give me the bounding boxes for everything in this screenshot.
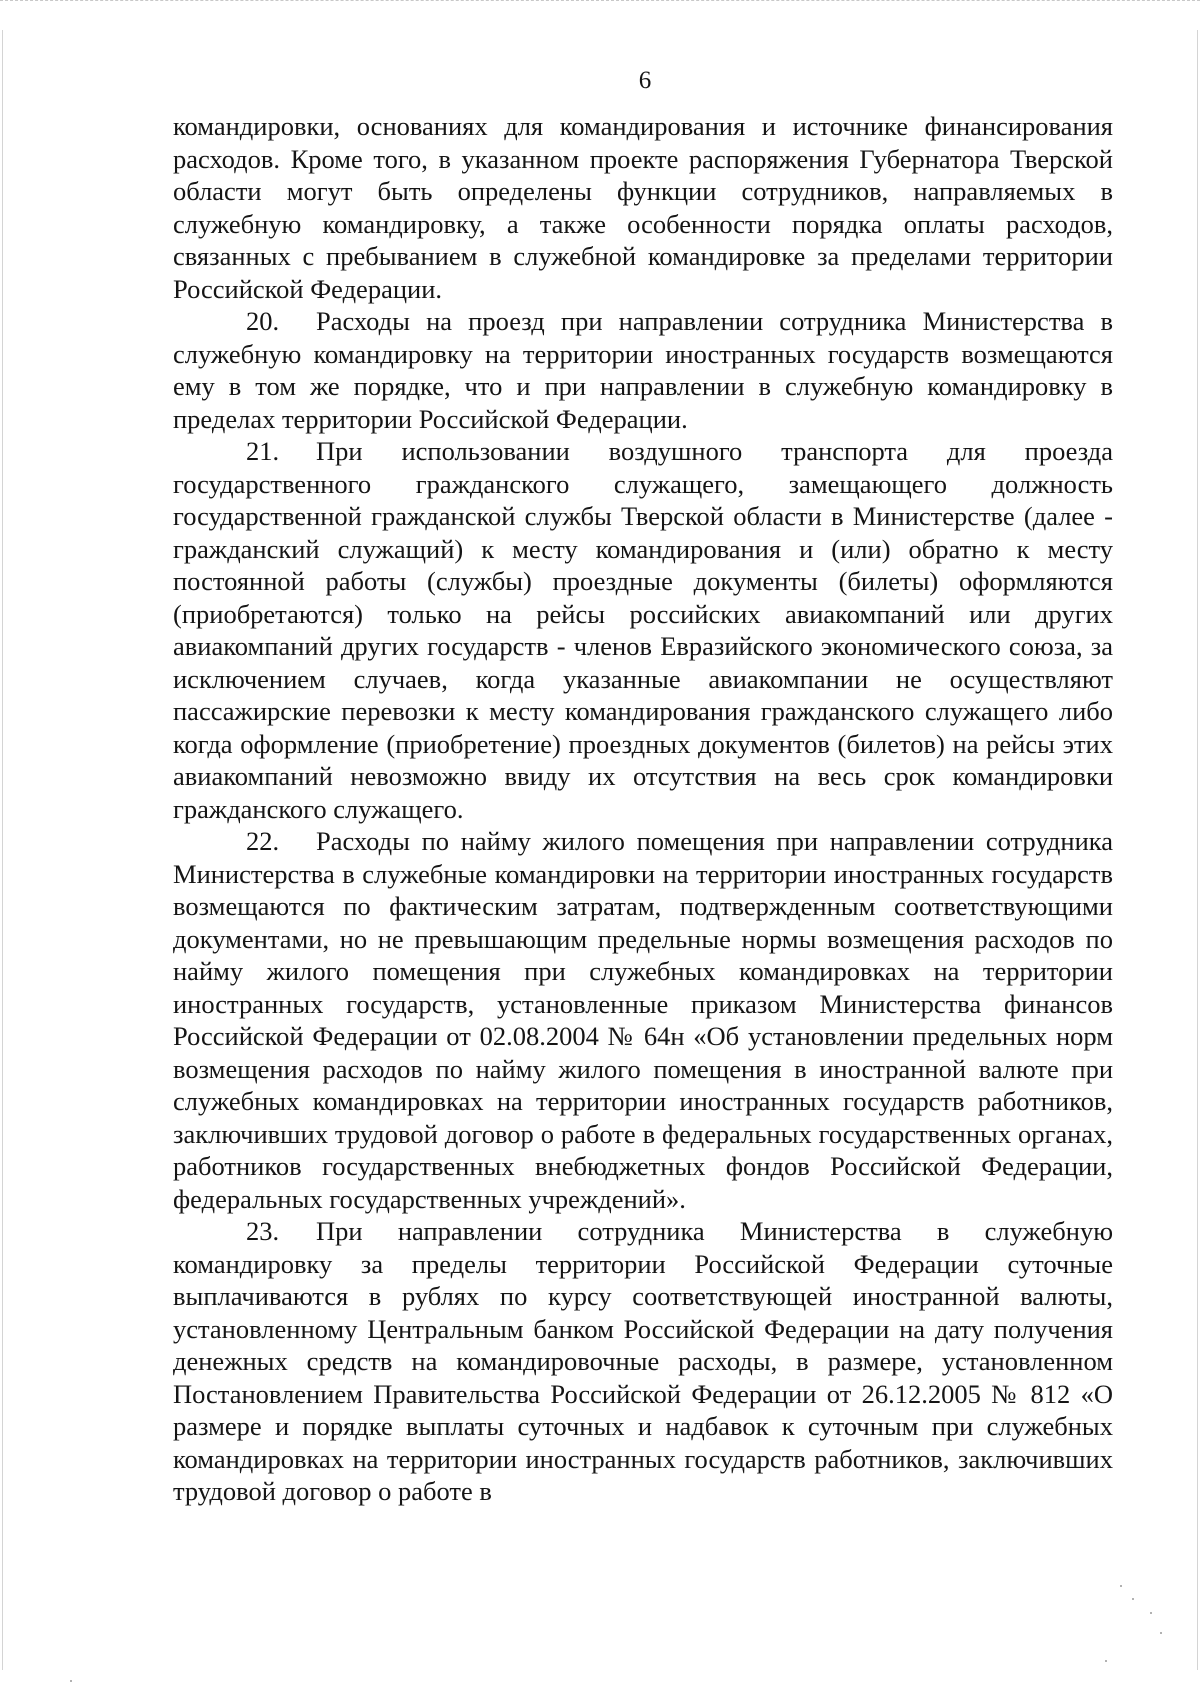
scan-speck: [70, 1680, 72, 1682]
scan-left-edge: [2, 30, 3, 1670]
paragraph-text: Расходы по найму жилого помещения при направлении сотрудника Министерства в служебные командировки на территории иностранных государств возмещаются по фактическим затратам, подтвержденным соответствующими документами, но не превышающим предельные нормы возмещения расходов по найму жилого помещения при служебных командировках на территории иностранных государств, установленные приказом Министерства финансов Российской Федерации от 02.08.2004 № 64н «Об установлении предельных норм возмещения расходов по найму жилого помещения в иностранной валюте при служебных командировках на территории иностранных государств работников, заключивших трудовой договор о работе в федеральных государственных органах, работников государственных внебюджетных фондов Российской Федерации, федеральных государственных учреждений».: [173, 826, 1113, 1214]
page-number: 6: [638, 67, 652, 94]
paragraph-text: командировки, основаниях для командирования и источнике финансирования расходов. Кроме того, в указанном проекте распоряжения Губернатора Тверской области могут быть определены функции сотрудников, направляемых в служебную командировку, а также особенности порядка оплаты расходов, связанных с пребыванием в служебной командировке за пределами территории Российской Федерации.: [173, 111, 1113, 304]
paragraph-number: 23.: [246, 1216, 280, 1246]
scan-speck: [1120, 1585, 1122, 1587]
paragraph-text: При использовании воздушного транспорта для проезда государственного гражданского служащего, замещающего должность государственной гражданской службы Тверской области в Министерстве (далее - гражданский служащий) к месту командирования и (или) обратно к месту постоянной работы (службы) проездные документы (билеты) оформляются (приобретаются) только на рейсы российских авиакомпаний или других авиакомпаний других государств - членов Евразийского экономического союза, за исключением случаев, когда указанные авиакомпании не осуществляют пассажирские перевозки к месту командирования гражданского служащего либо когда оформление (приобретение) проездных документов (билетов) на рейсы этих авиакомпаний невозможно ввиду их отсутствия на весь срок командировки гражданского служащего.: [173, 436, 1113, 824]
scan-top-edge: [0, 0, 1200, 4]
scan-speck: [1132, 1598, 1134, 1600]
paragraph-22: [173, 825, 1113, 1215]
paragraph-20: [173, 305, 1113, 435]
paragraph-number: 22.: [246, 826, 280, 856]
paragraph-23: [173, 1215, 1113, 1508]
scan-speck: [1160, 1632, 1162, 1634]
paragraph-number: 20.: [246, 306, 280, 336]
document-body: [173, 110, 1113, 1508]
paragraph-21: [173, 435, 1113, 825]
scan-right-edge: [1197, 30, 1198, 1670]
paragraph-text: При направлении сотрудника Министерства в служебную командировку за пределы территории Российской Федерации суточные выплачиваются в рублях по курсу соответствующей иностранной валюты, установленному Центральным банком Российской Федерации на дату получения денежных средств на командировочные расходы, в размере, установленном Постановлением Правительства Российской Федерации от 26.12.2005 № 812 «О размере и порядке выплаты суточных и надбавок к суточным при служебных командировках на территории иностранных государств работников, заключивших трудовой договор о работе в: [173, 1216, 1113, 1506]
scan-speck: [1105, 1660, 1107, 1662]
paragraph-continuation: [173, 110, 1113, 305]
scan-speck: [1150, 1612, 1152, 1614]
paragraph-text: Расходы на проезд при направлении сотрудника Министерства в служебную командировку на территории иностранных государств возмещаются ему в том же порядке, что и при направлении в служебную командировку в пределах территории Российской Федерации.: [173, 306, 1113, 434]
paragraph-number: 21.: [246, 436, 280, 466]
